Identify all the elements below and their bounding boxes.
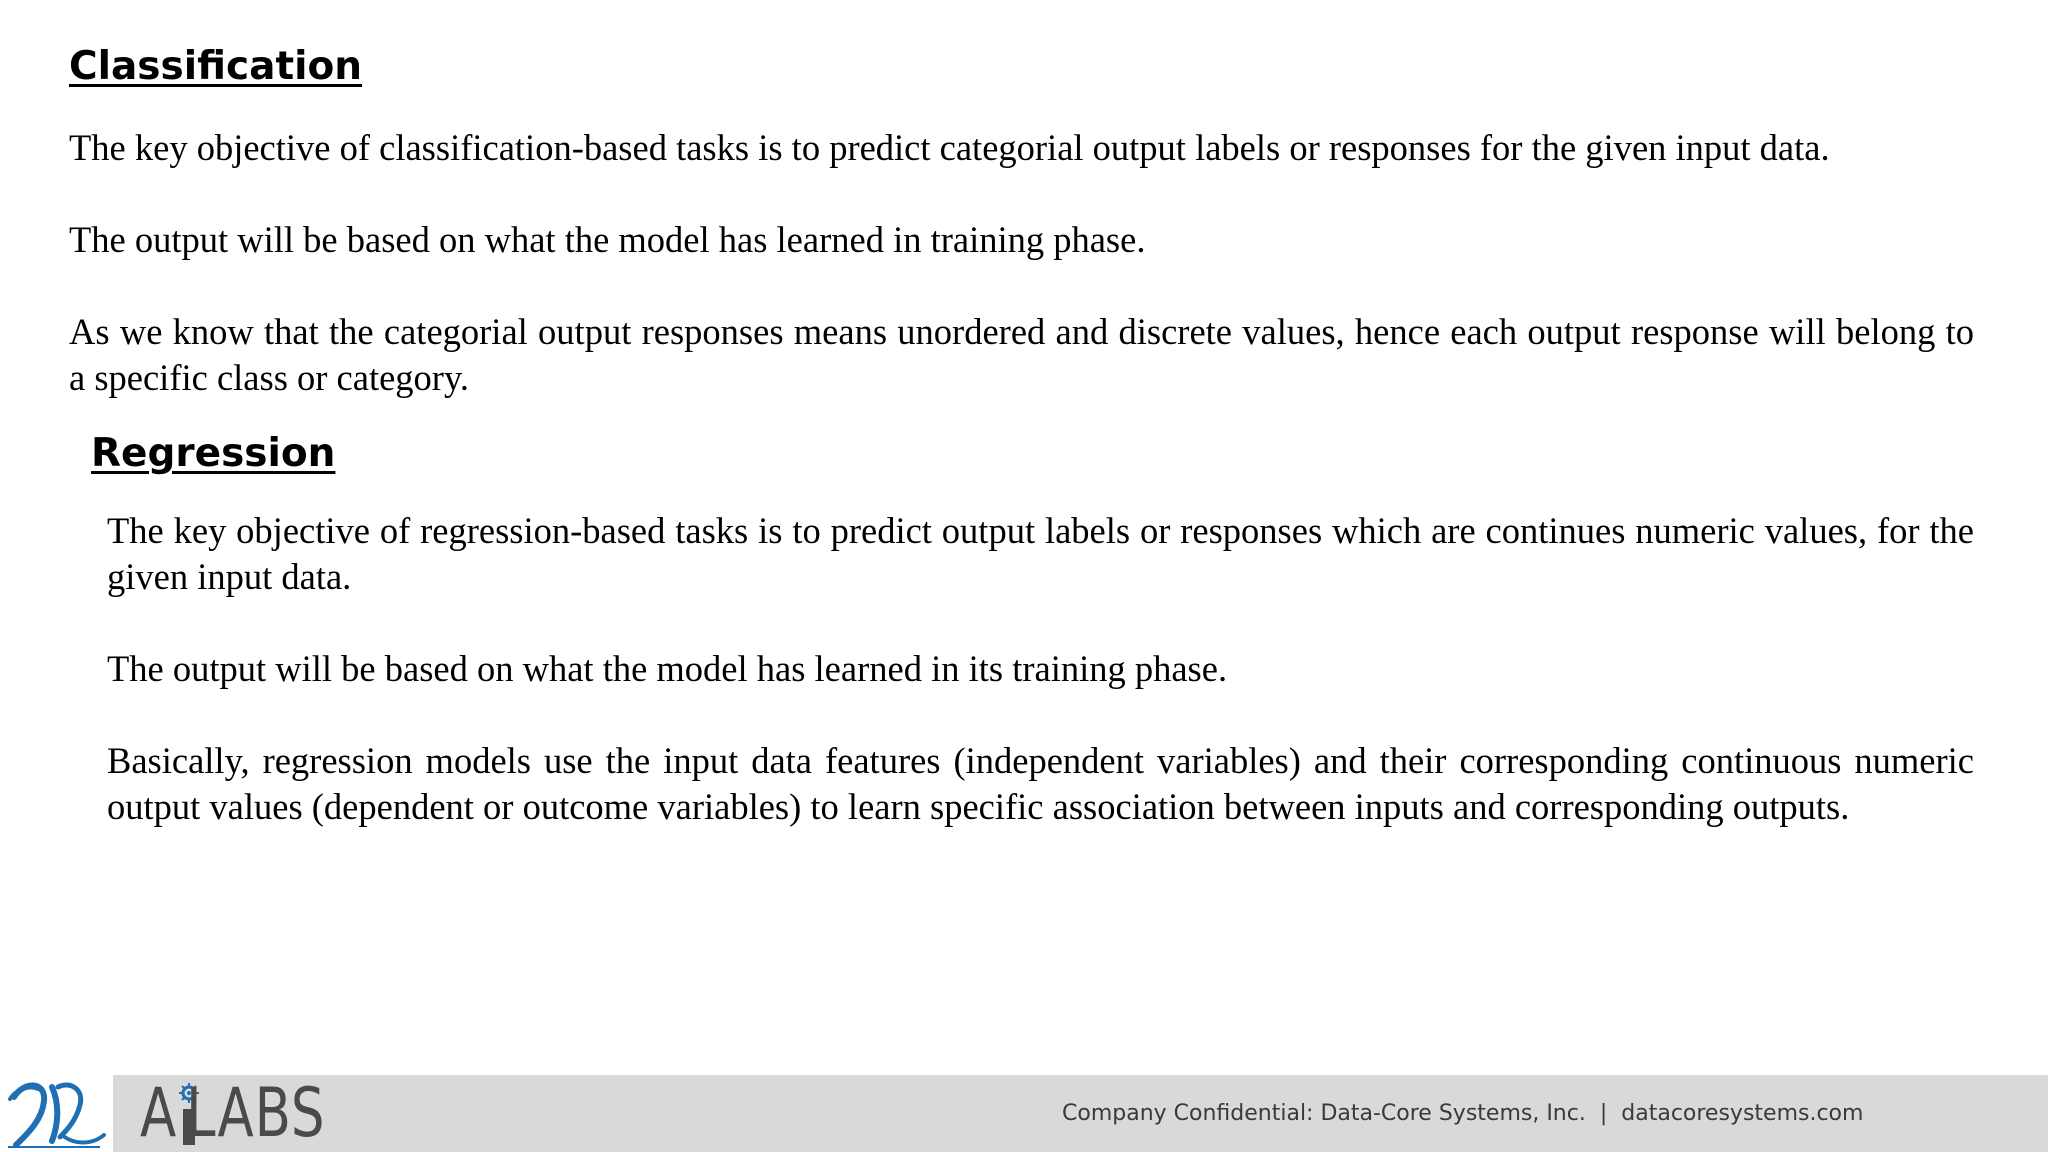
footer-separator: | [1599,1101,1608,1126]
datacore-logo-icon [0,1075,113,1152]
classification-paragraph-3: As we know that the categorial output responses means unordered and discrete values, hence each output response will belong to a specific class or category. [69,311,1974,398]
footer-confidential-text [1062,1075,1863,1152]
ailabs-logo [140,1075,364,1152]
regression-paragraph-1: The key objective of regression-based tasks is to predict output labels or responses which are continues numeric values, for the given input data. [107,510,1974,597]
footer-website: datacoresystems.com [1621,1101,1864,1126]
classification-paragraph-2: The output will be based on what the model has learned in training phase. [69,219,1146,260]
footer-bar [0,1075,2048,1152]
regression-paragraph-3: Basically, regression models use the input data features (independent variables) and their corresponding continuous numeric output values (dependent or outcome variables) to learn specific association between inputs and corresponding outputs. [107,740,1974,827]
footer-company: Company Confidential: Data-Core Systems, Inc. [1062,1101,1586,1126]
classification-heading: Classification [69,44,363,89]
datacore-logo [0,1075,113,1152]
regression-heading: Regression [91,431,336,476]
ailabs-logo-a: A [140,1074,178,1152]
regression-paragraph-2: The output will be based on what the model has learned in its training phase. [107,648,1228,689]
ailabs-logo-labs: LABS [185,1074,325,1152]
classification-paragraph-1: The key objective of classification-based tasks is to predict categorial output labels or responses for the given input data. [69,127,1830,168]
